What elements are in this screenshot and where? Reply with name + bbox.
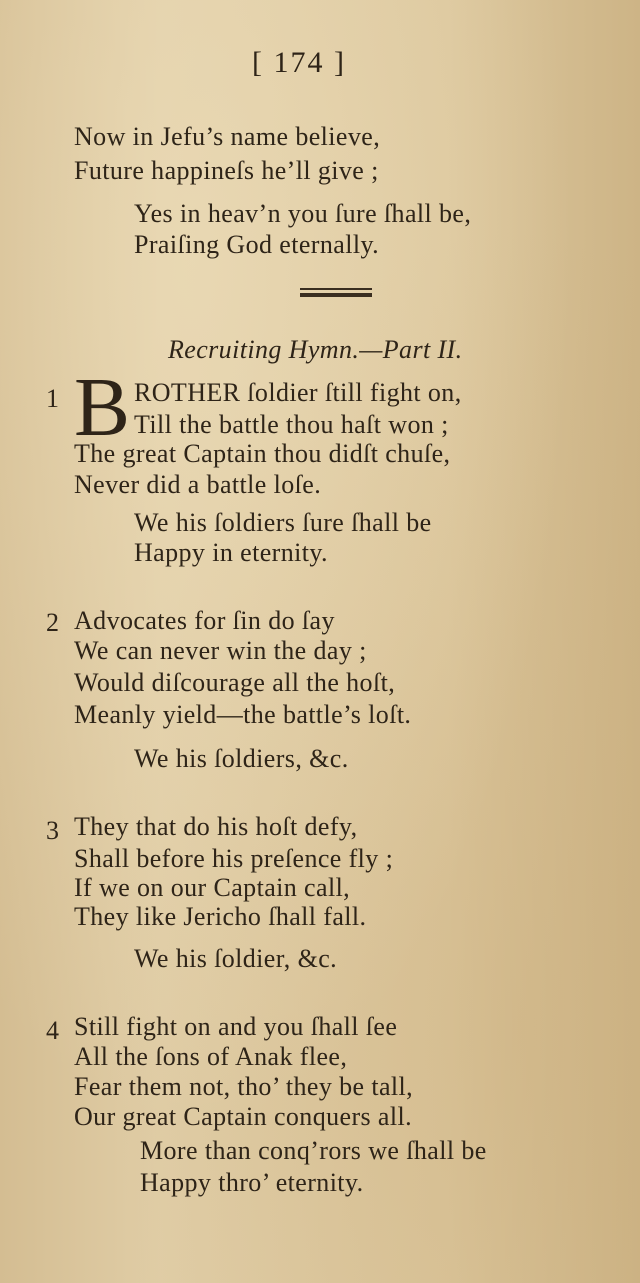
- verse-number-2: 2: [46, 608, 59, 637]
- verse-1-line-4: Never did a battle loſe.: [74, 470, 322, 499]
- opening-line-2: Future happineſs he’ll give ;: [74, 156, 379, 185]
- page-number: [ 174 ]: [252, 46, 346, 79]
- verse-3-line-3: If we on our Captain call,: [74, 873, 351, 902]
- verse-4-line-2: All the ſons of Anak flee,: [74, 1042, 348, 1071]
- verse-number-3: 3: [46, 816, 59, 845]
- verse-4-line-4: Our great Captain conquers all.: [74, 1102, 413, 1131]
- verse-3-chorus-1: We his ſoldier, &c.: [134, 944, 338, 973]
- verse-4-line-3: Fear them not, tho’ they be tall,: [74, 1072, 414, 1101]
- verse-2-line-2: We can never win the day ;: [74, 636, 367, 665]
- verse-2-line-1: Advocates for ſin do ſay: [74, 606, 335, 635]
- verse-1-line-1: ROTHER ſoldier ſtill fight on,: [134, 378, 462, 407]
- drop-cap: B: [74, 361, 131, 454]
- verse-2-chorus-1: We his ſoldiers, &c.: [134, 744, 349, 773]
- verse-1-chorus-1: We his ſoldiers ſure ſhall be: [134, 508, 432, 537]
- verse-4-line-1: Still fight on and you ſhall ſee: [74, 1012, 398, 1041]
- opening-line-4: Praiſing God eternally.: [134, 230, 380, 259]
- verse-1-line-2: Till the battle thou haſt won ;: [134, 410, 449, 439]
- verse-1-line-3: The great Captain thou didſt chuſe,: [74, 439, 451, 468]
- section-divider: [300, 288, 372, 297]
- verse-3-line-2: Shall before his preſence fly ;: [74, 844, 394, 873]
- verse-number-4: 4: [46, 1016, 59, 1045]
- verse-1-chorus-2: Happy in eternity.: [134, 538, 328, 567]
- verse-3-line-4: They like Jericho ſhall fall.: [74, 902, 367, 931]
- opening-line-1: Now in Jefu’s name believe,: [74, 122, 381, 151]
- verse-2-line-4: Meanly yield—the battle’s loſt.: [74, 700, 412, 729]
- verse-2-line-3: Would diſcourage all the hoſt,: [74, 668, 396, 697]
- verse-4-chorus-2: Happy thro’ eternity.: [140, 1168, 364, 1197]
- verse-number-1: 1: [46, 384, 59, 413]
- verse-4-chorus-1: More than conq’rors we ſhall be: [140, 1136, 487, 1165]
- hymn-title: Recruiting Hymn.—Part II.: [168, 335, 463, 364]
- verse-3-line-1: They that do his hoſt defy,: [74, 812, 358, 841]
- opening-line-3: Yes in heav’n you ſure ſhall be,: [134, 199, 472, 228]
